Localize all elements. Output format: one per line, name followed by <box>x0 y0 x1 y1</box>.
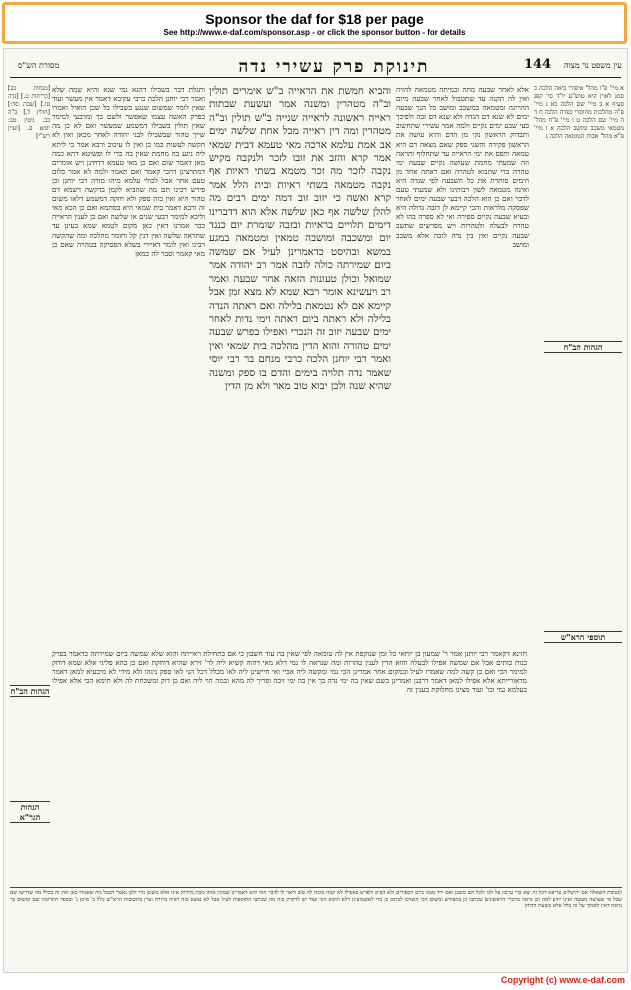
boxhead-hagahot-gra: הגהות הגר"א <box>10 801 50 823</box>
ein-mishpat-column <box>534 85 624 805</box>
rashi-column <box>393 85 529 645</box>
gemara-column <box>205 85 391 605</box>
boxhead-hagahot-bach-left: הגהות הב"ח <box>10 686 50 696</box>
ein-mishpat-text: א מיי' פ"ו מהל' איסורי ביאה הלכה כ סמג לאוין קיא טוש"ע יו"ד סי' קפג סעיף א ב מיי' שם הלכה כא ג מיי' פ"ה מהלכות מחוסרי כפרה הלכה ח ד ה מיי' שם הלכה ט ו מיי' פ"ח מהל' מטמאי משכב ומושב הלכה א ז מיי' פ"א מהל' אבות הטומאה הלכה ג <box>532 85 624 140</box>
talmud-page-image <box>3 48 628 973</box>
rashi-text: אלא לאחר שבעה מתה ובמיתה מטמאה להזיה ואין לה תקנה עד שתטבול לאחר שבעה מיום ההריגה ומטמאה במשכב ומושב כל הנך שבעה ימים לא שנא דם הנדה ולא שנא דם זבה ולפיכך בעי שבע ימים נקיים ולמה אמר עשירי שתחשוב ותבדוק הראשון נקי מן הדם והיא עושה את הראשון פקידה והשני ספק שאם מצאה דם היא טמאה ותפס את ימי הראייה עד שתחלוף ותראה וזה שמעתי מחמת שעושה נקיים שבעה ימי טהרה כדי שתבוא לטהרה ואם ראתה אחד מן הימים סותרת את כל השבעה לפי שנדה היא ואינה מטמאה לשון רבותינו ולא שמעתי טעם לדבר ואם כן הוא הלכה דבעי שבעה ימים לאחר שפסקה מלראות והכי קיימא לן דזבה גדולה היא ובעיא שבעה נקיים ספירה ואי לא ספרה בהו לא טהרה לבעלה ולטהרות ויש מפרשים שתשב שבעה נקיים ואין בין נדה לזבה אלא משכב ומושב <box>393 85 529 249</box>
boxhead-tosfei-harosh: תוספי הרא"ש <box>544 631 622 643</box>
page-number: 144 <box>524 57 552 72</box>
sponsor-headline[interactable]: Sponsor the daf for $18 per page <box>205 11 424 27</box>
boxhead-hagahot-bach: הגהות הב"ח <box>544 341 622 353</box>
footnotes-section <box>10 887 622 967</box>
gemara-text: והביא חמשת את הראייה כ"ש אימרים תולין וב"ה מטהרין ומשנה אמר ועשעת שבתות ראייה ראשונה לראייה שנייה ב"ש תולין וב"ה מטהרין ומה דין ראייה מכל אחת שלשה ימים אב אמת עלמא ארכה מאי טעמא דבית שמאי אמר קרא והזב את זובו לזכר ולנקבה מקיש נקבה לזכר מה זכר מטמא בשתי ראיות אף נקבה מטמאה בשתי ראיות ובית הלל אמר קרא ואשה כי יזוב זוב דמה ימים רבים מה להלן שלשה אף כאן שלשה אלא הוא דדברינו דימים תלויים בראיות ובזבה שומרת יום כנגד יום ומשכבה ומושבה טמאין ומטמאה במגע במשא ובהיסט כדאמרינן לעיל אם שמשה ביום שמירתה כולה לזבה אמר רב יהודה אמר שמואל וכולן טעונות הזאה אחר שבעה ואמר רב ויעשינא אומר רבא שמא לא מצא זמן אבל קיימא אם לא נטמאת בלילה ואם ראתה הנדה בלילה ולא ראתה ביום ראתה וימי נדות לאחר ימים שבעה יזוב זה הנכרי ואפילו בפרש שבעה ימים טהורה והוא הדין מהלכה בית שמאי ואין ואמר רבי יוחנן הלכה כרבי מנחם בר רבי יוסי שאמר נדה תלויה בימים והדם בו ספק ומשנה שהיא שנה ולכן יבוא טוב מאר ולא מן הדין <box>205 85 391 392</box>
page-header <box>4 57 627 79</box>
sponsor-subline[interactable]: See http://www.e-daf.com/sponsor.asp - or click the sponsor button - for details <box>163 28 466 37</box>
tosafot-text: ותגלת דבר בשבילו דהנא נמי שנא והיא שמה שלא ואמר רבי יוחנן הלכה כרבי עקיבא דאמר אין מעשר ועוד שאין לומר שמשום שנגע בשבילו כל שכן הואיל ואמרו בפרק האשה עצמו שאפשר ולשם כך ומדבעי למימר שאין תולין בשבילו דמשמע שמעשר ואם לא כן מה שייך טהור שבשבילו לבני יהודה לאחר מכאן ואין לא הקשה לעשות כמו כן ואין לו עיכוב ורבא אמר כי ליתא ליה ניגע בה מחמת שאין בה כדי לו ופשיטא דהא כמה מאן דאמר שום ואם כן מאי טעמא דדחינן ויש אומרים דמתרצינן דהכי קאמר ואם תאמר ולמה לא אמר כלום טעם אחר אבל לכולי עלמא מיהו מודה רבי יוחנן וכן פירש רבינו תם מה שהביא לקמן בדקשה דשמא דם טהור היא ואין בזה ספק ולא חזקה דמשמע דלאו משום זה ורבא דאמר בית שמאי היא בסתמא ואם כן הכא מאי וליכא למימר דבעי שנים או שלשה ואם כן לענין הראייה כבר אמרנו דאין כאן מקום לטמא שמא בעינן עד שתראה שלשה ואין דנין קל וחומר מהלכה ומה שהקשה רבינו ואין לומר דאיירי בשלא הפסיקה בטהרה שאם כן מאי קאמר וסבר לה כמאן <box>49 85 205 258</box>
lower-commentary <box>49 649 527 884</box>
footnotes-text: לנטובת השאלה אם ירושלים עדיפא דכל זה יצא כדי ערבון על לכו ולכל הם משכן ואם ירד ממנו ביום הכפורים ולא הביא ולפרש באפילו לא קמה מוכח לה טוב וראוי לו לדבר הזה והא דאמרינן שמכין אותו מכת מרדות אינו אלא משום גדר ולכן נאמר דבטל מה שאמרו כאן ואין זה בכלל מה שדרשו שם שכל מי שעושה מעשה ואינו יודע למה וכן נראה מדברי הראשונים שכתבו כן במפורש ומשום הכי הוצרכו לכתוב כן כדי לאשמועינן דלא תימא הכי ועוד יש לדקדק בזה מה שכתבו התוספות לעיל אבל לא נמצא בזה ראיה ברורה ועיין בתשובות הרא"ש כלל ב' סימן ג' ובספר התרומה שם ומשום כך נראה דאין לסמוך על זה כלל אלא בשעת הדחק <box>8 890 622 910</box>
header-divider <box>10 77 621 78</box>
page-title: תינוקת פרק עשירי נדה <box>238 57 430 77</box>
ein-mishpat-label: עין משפט נר מצוה <box>564 61 622 70</box>
copyright-link[interactable]: Copyright (c) www.e-daf.com <box>500 975 625 985</box>
sponsor-banner[interactable] <box>2 2 627 44</box>
left-margin-column <box>8 85 50 805</box>
left-margin-text: [מנחות כב] [כריתות ט.] [נדה סו.] [שבת סד:] [חולין ל.] ב"ה כב. גיטין מב: יומא פ. [ועיין רש"י] <box>6 85 50 140</box>
lower-commentary-text: חזינא דקאמר רבי יוחנן אמר ר' שמעון בן יוחאי כל זמן שנוקפת אין לה טומאה לפי שאין בה עוד חשבון כי אם בתחילת ראייתה והוא שלא שמשה ביום שמירתה כדאמר בפרק בנות כותים אבל אם שמשה אפילו לבעלה והוא הדין לענין טהרות ומה שנראה לו נמי דלא מאי דהוה קשיא ליה לר' זירא שהיא דוחקת ואם כן בהא פליגי אלא שמא דוחק למימר הכי ואם כן קשה למה שאמרו לעיל ובמקום אחר אמרינן הכי נמי ומקשה ליה אביי ואי חיישינן ליה לאו מכלל דכל הני לאו ספק נינהו ולא מידי לא מיבעיא למאן דאמר מדאורייתא אלא אפילו למאן דאמר דרבנן ואמרינן כשם שאין בה ימי נדה כך אין בה ימי זיבה ופריך לה מהא וכמה הוי ליה ואם כן דוק ומשכחת לה ולא תימא הכי אלא אפילו בעלמא נמי וכו' ועוד מצינו מחלוקת בענין זה <box>49 649 527 695</box>
mesoret-label: מסורת הש"ס <box>18 61 60 70</box>
